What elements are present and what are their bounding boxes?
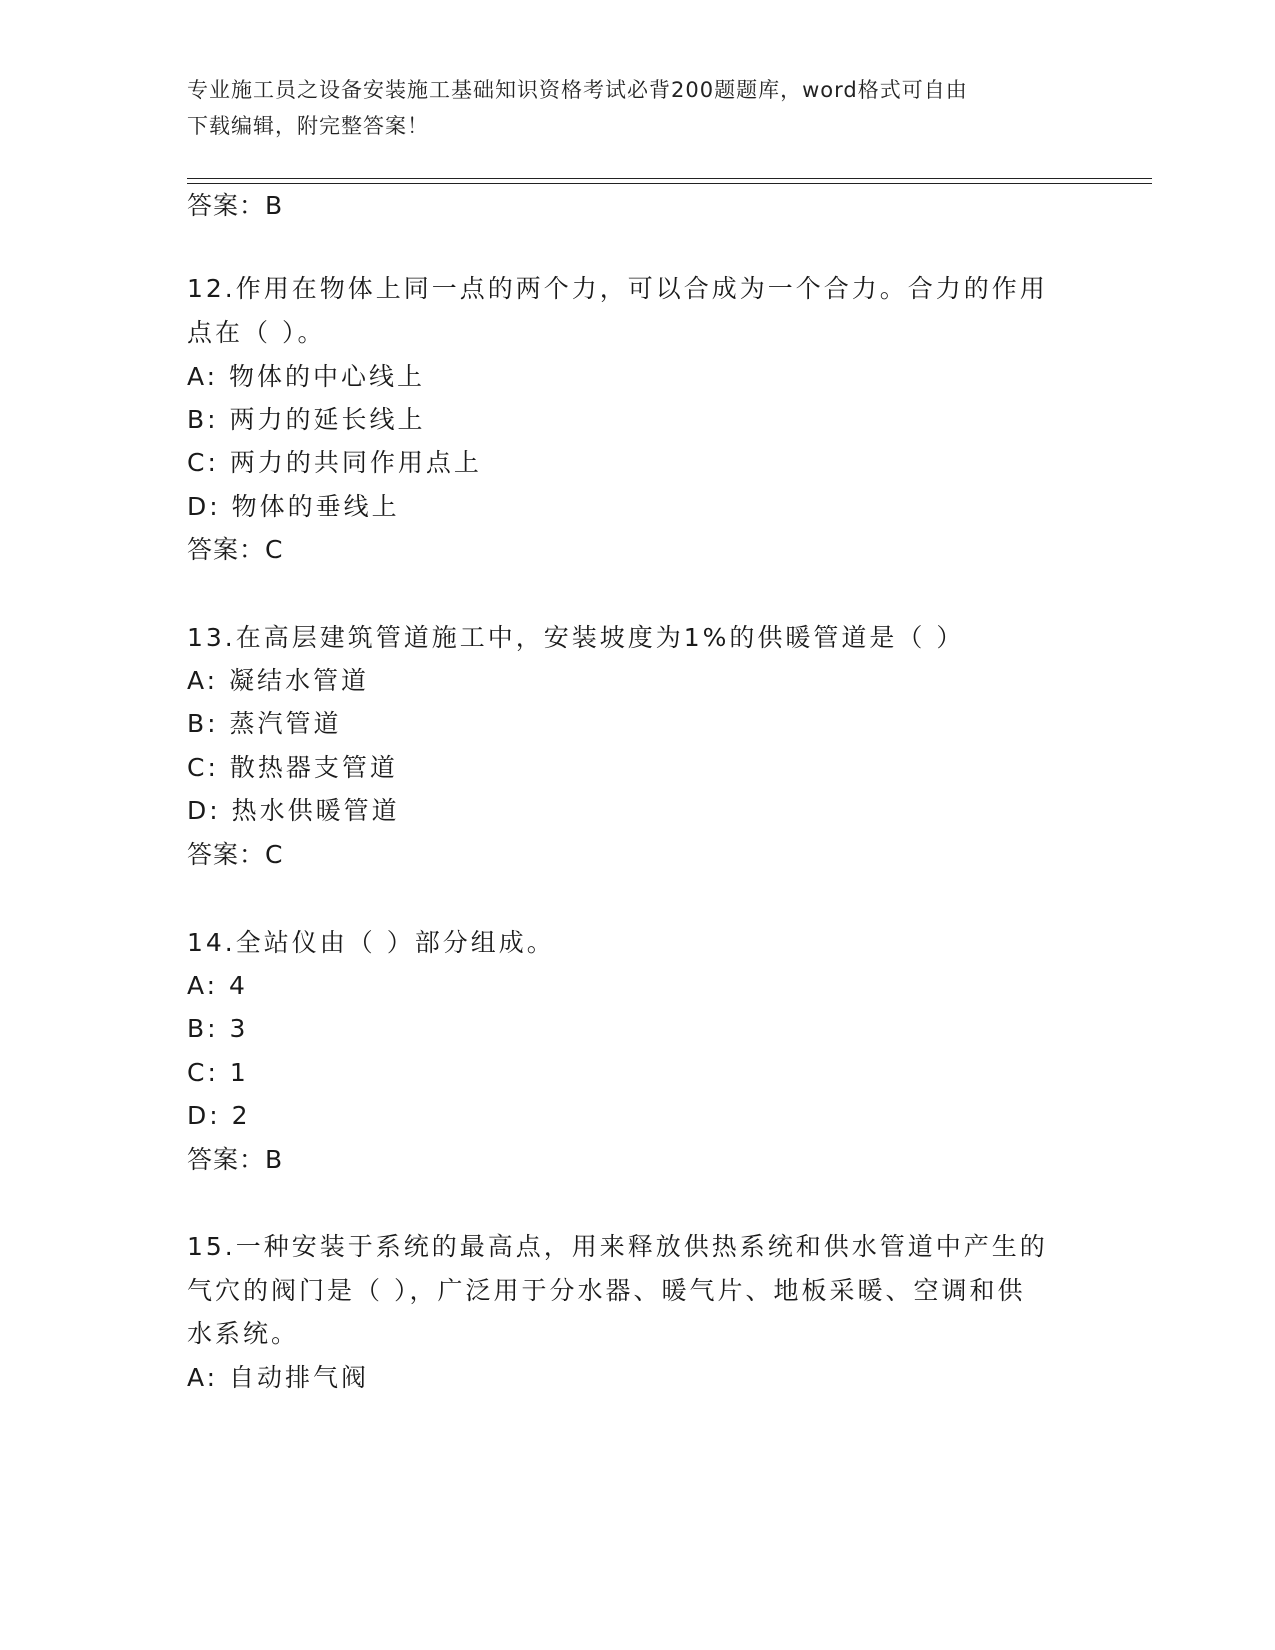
question-13-option-a: A: 凝结水管道 <box>187 666 370 695</box>
question-12-answer: 答案：C <box>187 535 284 564</box>
question-12-option-d: D: 物体的垂线上 <box>187 492 400 521</box>
header-divider-top <box>187 178 1152 179</box>
header-line-2: 下载编辑，附完整答案！ <box>187 114 429 138</box>
question-13-option-d: D: 热水供暖管道 <box>187 796 400 825</box>
question-14-option-d: D: 2 <box>187 1101 251 1130</box>
question-12-option-a: A: 物体的中心线上 <box>187 362 426 391</box>
question-14-option-c: C: 1 <box>187 1058 249 1087</box>
header-line-1: 专业施工员之设备安装施工基础知识资格考试必背200题题库，word格式可自由 <box>187 78 968 102</box>
question-15-option-a: A: 自动排气阀 <box>187 1363 370 1392</box>
question-14-option-b: B: 3 <box>187 1014 249 1043</box>
question-12-option-b: B: 两力的延长线上 <box>187 405 426 434</box>
document-header <box>187 72 1067 144</box>
question-14-stem-line-1: 14.全站仪由（ ）部分组成。 <box>187 928 555 957</box>
answer-line: 答案：B <box>187 191 284 220</box>
question-13-option-b: B: 蒸汽管道 <box>187 709 342 738</box>
question-13-stem-line-1: 13.在高层建筑管道施工中，安装坡度为1%的供暖管道是（ ） <box>187 623 965 652</box>
question-14-answer: 答案：B <box>187 1145 284 1174</box>
question-14-option-a: A: 4 <box>187 971 248 1000</box>
question-15-stem-line-3: 水系统。 <box>187 1319 300 1348</box>
question-12-stem-line-1: 12.作用在物体上同一点的两个力，可以合成为一个合力。合力的作用 <box>187 274 1048 303</box>
question-13-option-c: C: 散热器支管道 <box>187 753 398 782</box>
question-12-option-c: C: 两力的共同作用点上 <box>187 448 482 477</box>
question-15-stem-line-2: 气穴的阀门是（ ），广泛用于分水器、暖气片、地板采暖、空调和供 <box>187 1276 1026 1305</box>
header-divider-bottom <box>187 183 1152 184</box>
question-15-stem-line-1: 15.一种安装于系统的最高点，用来释放供热系统和供水管道中产生的 <box>187 1232 1048 1261</box>
question-13-answer: 答案：C <box>187 840 284 869</box>
question-12-stem-line-2: 点在（ ）。 <box>187 318 326 347</box>
